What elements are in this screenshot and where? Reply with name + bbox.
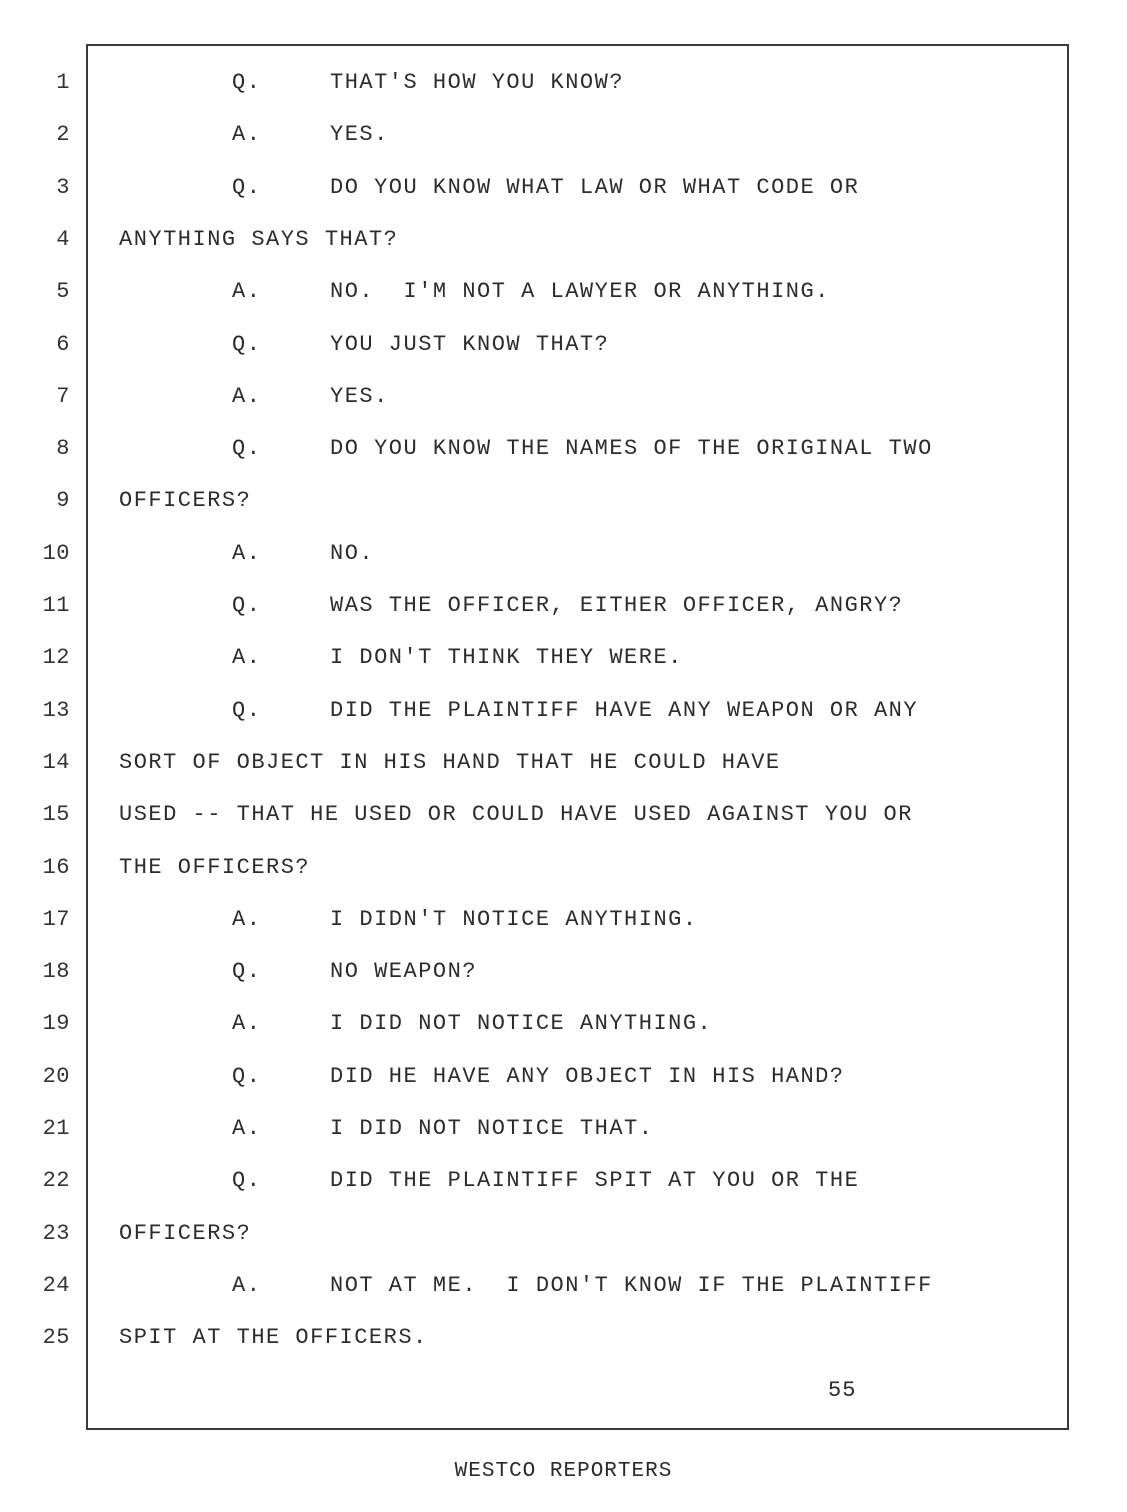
line-text: DID THE PLAINTIFF HAVE ANY WEAPON OR ANY (330, 698, 919, 723)
line-text: DID HE HAVE ANY OBJECT IN HIS HAND? (330, 1064, 845, 1089)
transcript-line (232, 175, 859, 200)
line-text: I DID NOT NOTICE THAT. (330, 1116, 654, 1141)
speaker-label: A. (232, 279, 262, 304)
line-text: DO YOU KNOW THE NAMES OF THE ORIGINAL TWO (330, 436, 933, 461)
line-number: 1 (56, 70, 70, 95)
line-text: NO. (330, 541, 375, 566)
line-number: 11 (42, 593, 70, 618)
transcript-line (232, 1273, 933, 1298)
line-number: 8 (56, 436, 70, 461)
transcript-line (119, 750, 781, 775)
line-number: 22 (42, 1168, 70, 1193)
line-number: 17 (42, 907, 70, 932)
line-text: I DON'T THINK THEY WERE. (330, 645, 683, 670)
line-text: SORT OF OBJECT IN HIS HAND THAT HE COULD HAVE (119, 750, 781, 775)
transcript-line (232, 593, 903, 618)
transcript-line (232, 698, 918, 723)
line-text: OFFICERS? (119, 1221, 252, 1246)
line-number: 20 (42, 1064, 70, 1089)
line-number: 12 (42, 645, 70, 670)
transcript-line (232, 70, 624, 95)
speaker-label: A. (232, 1011, 262, 1036)
line-text: SPIT AT THE OFFICERS. (119, 1325, 428, 1350)
transcript-line (119, 227, 398, 252)
speaker-label: Q. (232, 332, 262, 357)
transcript-line (232, 332, 609, 357)
line-number: 4 (56, 227, 70, 252)
speaker-label: A. (232, 907, 262, 932)
speaker-label: A. (232, 645, 262, 670)
line-text: DID THE PLAINTIFF SPIT AT YOU OR THE (330, 1168, 860, 1193)
line-text: WAS THE OFFICER, EITHER OFFICER, ANGRY? (330, 593, 904, 618)
line-text: YES. (330, 384, 389, 409)
transcript-line (232, 384, 389, 409)
transcript-line (232, 645, 683, 670)
line-number: 16 (42, 855, 70, 880)
line-number: 15 (42, 802, 70, 827)
speaker-label: A. (232, 384, 262, 409)
line-number: 14 (42, 750, 70, 775)
line-number: 19 (42, 1011, 70, 1036)
transcript-line (119, 488, 251, 513)
speaker-label: A. (232, 541, 262, 566)
line-number: 10 (42, 541, 70, 566)
transcript-line (232, 436, 933, 461)
speaker-label: Q. (232, 436, 262, 461)
speaker-label: Q. (232, 959, 262, 984)
transcript-line (232, 1168, 859, 1193)
transcript-line (232, 959, 477, 984)
line-number: 6 (56, 332, 70, 357)
transcript-line (232, 279, 830, 304)
speaker-label: Q. (232, 1064, 262, 1089)
transcript-line (232, 541, 374, 566)
transcript-line (232, 122, 389, 147)
speaker-label: Q. (232, 70, 262, 95)
line-text: NO WEAPON? (330, 959, 478, 984)
transcript-line (119, 855, 310, 880)
speaker-label: Q. (232, 175, 262, 200)
speaker-label: A. (232, 1273, 262, 1298)
speaker-label: Q. (232, 698, 262, 723)
line-text: THAT'S HOW YOU KNOW? (330, 70, 625, 95)
transcript-line (232, 1064, 845, 1089)
line-number: 2 (56, 122, 70, 147)
line-text: YOU JUST KNOW THAT? (330, 332, 610, 357)
line-number: 3 (56, 175, 70, 200)
line-number: 13 (42, 698, 70, 723)
line-number: 18 (42, 959, 70, 984)
line-number: 5 (56, 279, 70, 304)
transcript-line (232, 1011, 712, 1036)
line-number: 21 (42, 1116, 70, 1141)
line-number: 24 (42, 1273, 70, 1298)
line-text: THE OFFICERS? (119, 855, 311, 880)
transcript-line (119, 1325, 428, 1350)
line-text: DO YOU KNOW WHAT LAW OR WHAT CODE OR (330, 175, 860, 200)
line-number: 25 (42, 1325, 70, 1350)
line-number: 7 (56, 384, 70, 409)
speaker-label: A. (232, 1116, 262, 1141)
line-text: I DIDN'T NOTICE ANYTHING. (330, 907, 698, 932)
footer-reporter: WESTCO REPORTERS (454, 1460, 673, 1483)
line-text: NO. I'M NOT A LAWYER OR ANYTHING. (330, 279, 830, 304)
line-text: USED -- THAT HE USED OR COULD HAVE USED AGAINST YOU OR (119, 802, 913, 827)
line-text: YES. (330, 122, 389, 147)
transcript-line (119, 802, 913, 827)
page-number: 55 (828, 1378, 857, 1403)
speaker-label: Q. (232, 1168, 262, 1193)
line-number: 23 (42, 1221, 70, 1246)
line-number: 9 (56, 488, 70, 513)
transcript-line (232, 1116, 653, 1141)
line-text: NOT AT ME. I DON'T KNOW IF THE PLAINTIFF (330, 1273, 933, 1298)
line-text: ANYTHING SAYS THAT? (119, 227, 399, 252)
line-text: OFFICERS? (119, 488, 252, 513)
transcript-line (232, 907, 698, 932)
transcript-line (119, 1221, 251, 1246)
speaker-label: Q. (232, 593, 262, 618)
speaker-label: A. (232, 122, 262, 147)
line-text: I DID NOT NOTICE ANYTHING. (330, 1011, 713, 1036)
